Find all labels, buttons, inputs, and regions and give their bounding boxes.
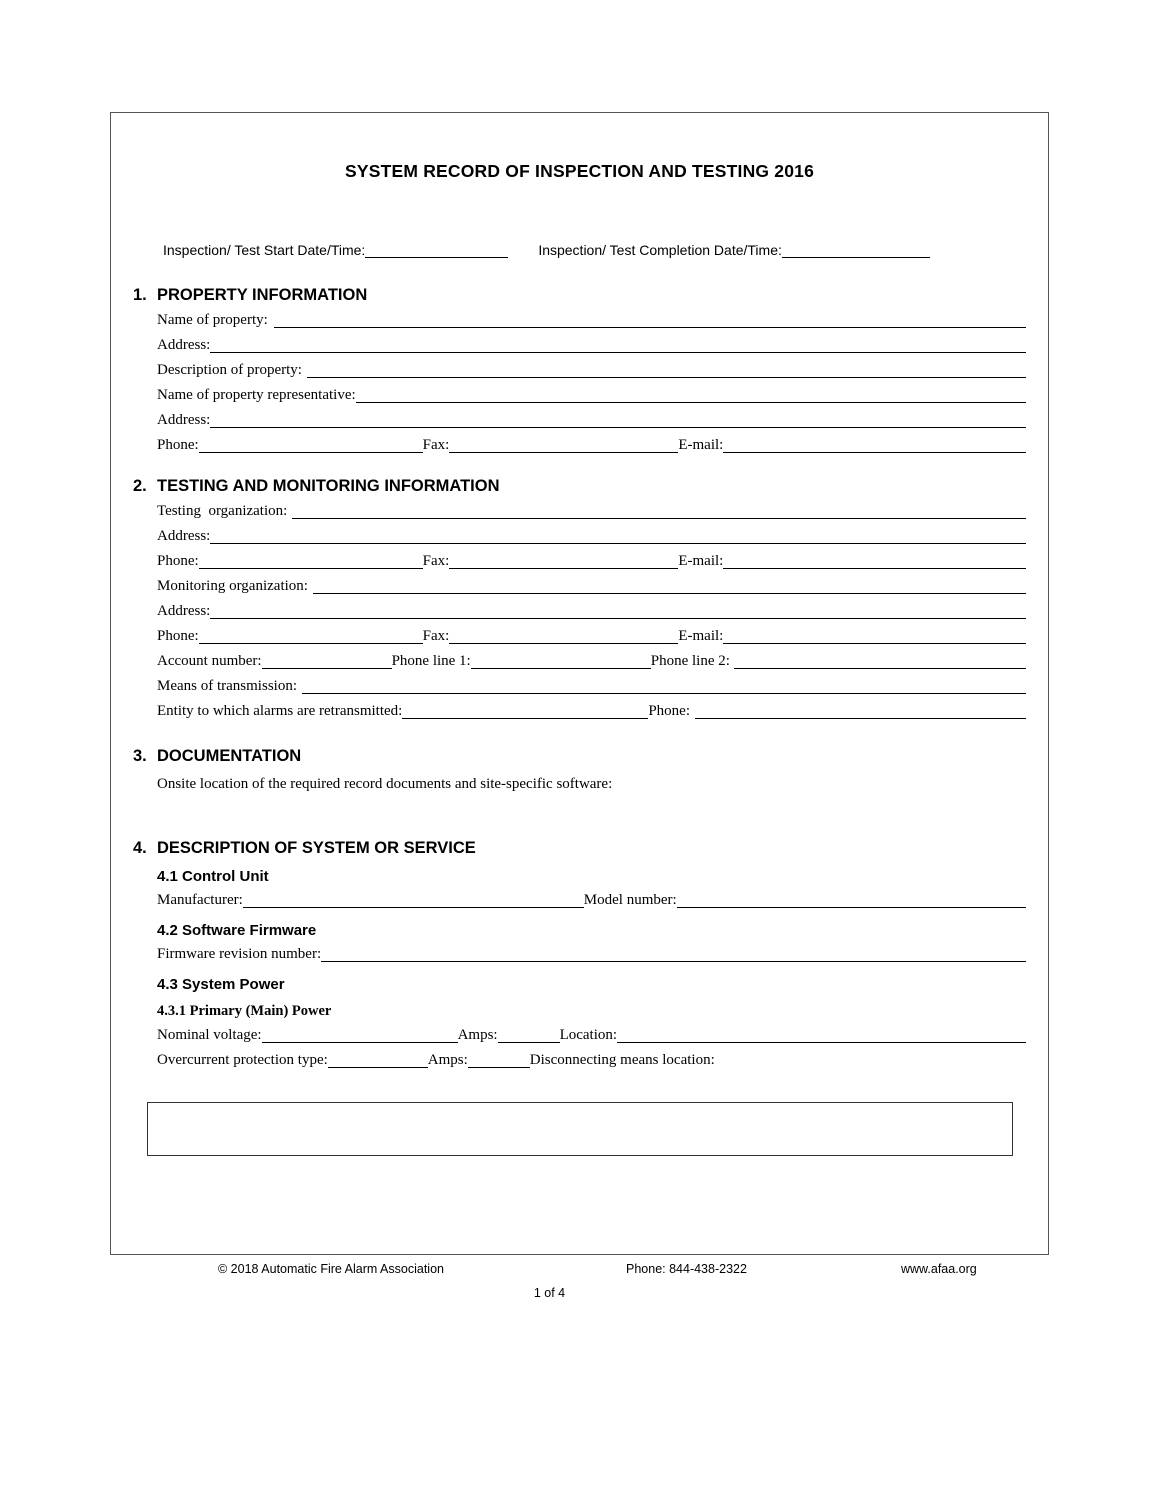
footer-phone: Phone: 844-438-2322 — [626, 1262, 747, 1276]
section-number-1: 1. — [133, 286, 147, 304]
label-testing-address: Address: — [157, 528, 211, 544]
input-representative-address[interactable] — [210, 413, 1026, 428]
input-overcurrent-amps[interactable] — [468, 1053, 530, 1068]
page-title: SYSTEM RECORD OF INSPECTION AND TESTING 2016 — [344, 161, 815, 181]
label-property-email: E-mail: — [678, 437, 724, 453]
input-property-email[interactable] — [723, 438, 1026, 453]
input-primary-location[interactable] — [617, 1028, 1026, 1043]
label-property-fax: Fax: — [422, 437, 450, 453]
field-property-contact — [111, 438, 1048, 453]
input-name-of-property[interactable] — [274, 313, 1026, 328]
field-nominal-voltage — [111, 1028, 1048, 1043]
input-model-number[interactable] — [677, 893, 1026, 908]
field-monitoring-contact — [111, 629, 1048, 644]
label-entity-retransmitted: Entity to which alarms are retransmitted: — [157, 703, 403, 719]
label-property-address: Address: — [157, 337, 211, 353]
field-account-lines — [111, 654, 1048, 669]
input-overcurrent-type[interactable] — [328, 1053, 428, 1068]
field-testing-contact — [111, 554, 1048, 569]
label-monitoring-address: Address: — [157, 603, 211, 619]
label-testing-email: E-mail: — [678, 553, 724, 569]
section-heading-property — [111, 286, 1048, 305]
input-primary-amps[interactable] — [498, 1028, 560, 1043]
label-monitoring-fax: Fax: — [422, 628, 450, 644]
input-monitoring-address[interactable] — [210, 604, 1026, 619]
page-content — [111, 113, 1048, 1254]
section-heading-description — [111, 839, 1048, 858]
input-manufacturer[interactable] — [243, 893, 584, 908]
field-monitoring-address — [111, 604, 1048, 619]
section-number-3: 3. — [133, 747, 147, 765]
input-means-of-transmission[interactable] — [302, 679, 1026, 694]
field-entity-retransmitted — [111, 704, 1048, 719]
completion-date-input[interactable] — [782, 244, 930, 258]
input-phone-line-2[interactable] — [734, 654, 1026, 669]
input-firmware-revision[interactable] — [321, 947, 1026, 962]
input-testing-address[interactable] — [210, 529, 1026, 544]
label-phone-line-2: Phone line 2: — [650, 653, 730, 669]
field-property-representative — [111, 388, 1048, 403]
label-property-phone: Phone: — [157, 437, 199, 453]
label-means-of-transmission: Means of transmission: — [157, 678, 297, 694]
subsection-heading-software-firmware: 4.2 Software Firmware — [157, 922, 317, 939]
label-monitoring-phone: Phone: — [157, 628, 199, 644]
section-title-4: DESCRIPTION OF SYSTEM OR SERVICE — [157, 839, 476, 857]
section-title-1: PROPERTY INFORMATION — [157, 286, 368, 304]
section-title-3: DOCUMENTATION — [157, 747, 302, 765]
subsection-heading-primary-power: 4.3.1 Primary (Main) Power — [157, 1003, 332, 1019]
subsection-heading-control-unit: 4.1 Control Unit — [157, 868, 269, 885]
label-monitoring-email: E-mail: — [678, 628, 724, 644]
label-model-number: Model number: — [583, 892, 677, 908]
field-description-of-property — [111, 363, 1048, 378]
section-title-2: TESTING AND MONITORING INFORMATION — [157, 477, 500, 495]
label-primary-location: Location: — [559, 1027, 618, 1043]
field-representative-address — [111, 413, 1048, 428]
input-testing-organization[interactable] — [292, 504, 1026, 519]
input-monitoring-organization[interactable] — [313, 579, 1026, 594]
label-testing-phone: Phone: — [157, 553, 199, 569]
field-control-unit — [111, 893, 1048, 908]
label-description-of-property: Description of property: — [157, 362, 302, 378]
footer-website: www.afaa.org — [901, 1262, 977, 1276]
label-testing-fax: Fax: — [422, 553, 450, 569]
input-testing-phone[interactable] — [199, 554, 423, 569]
input-monitoring-fax[interactable] — [449, 629, 678, 644]
input-property-fax[interactable] — [449, 438, 678, 453]
label-overcurrent-amps: Amps: — [427, 1052, 468, 1068]
document-page — [110, 112, 1049, 1255]
field-name-of-property — [111, 313, 1048, 328]
page-footer — [110, 1262, 1049, 1300]
input-description-of-property[interactable] — [307, 363, 1026, 378]
label-property-representative: Name of property representative: — [157, 387, 356, 403]
label-disconnecting-means: Disconnecting means location: — [529, 1052, 715, 1068]
documentation-instruction: Onsite location of the required record documents and site-specific software: — [157, 776, 613, 792]
input-testing-email[interactable] — [723, 554, 1026, 569]
field-testing-organization — [111, 504, 1048, 519]
footer-copyright: © 2018 Automatic Fire Alarm Association — [218, 1262, 444, 1276]
footer-page-number: 1 of 4 — [533, 1286, 566, 1300]
label-monitoring-organization: Monitoring organization: — [157, 578, 308, 594]
input-phone-line-1[interactable] — [471, 654, 651, 669]
input-monitoring-phone[interactable] — [199, 629, 423, 644]
label-testing-organization: Testing organization: — [157, 503, 288, 519]
label-firmware-revision: Firmware revision number: — [157, 946, 322, 962]
start-date-label: Inspection/ Test Start Date/Time: — [163, 242, 366, 258]
label-representative-address: Address: — [157, 412, 211, 428]
input-property-address[interactable] — [210, 338, 1026, 353]
section-number-2: 2. — [133, 477, 147, 495]
input-entity-retransmitted[interactable] — [402, 704, 648, 719]
label-manufacturer: Manufacturer: — [157, 892, 243, 908]
label-name-of-property: Name of property: — [157, 312, 268, 328]
section-number-4: 4. — [133, 839, 147, 857]
input-account-number[interactable] — [262, 654, 392, 669]
notes-box[interactable] — [147, 1102, 1013, 1156]
field-property-address — [111, 338, 1048, 353]
label-nominal-voltage: Nominal voltage: — [157, 1027, 262, 1043]
label-account-number: Account number: — [157, 653, 262, 669]
input-monitoring-email[interactable] — [723, 629, 1026, 644]
field-monitoring-organization — [111, 579, 1048, 594]
input-testing-fax[interactable] — [449, 554, 678, 569]
input-entity-phone[interactable] — [695, 704, 1026, 719]
label-phone-line-1: Phone line 1: — [391, 653, 471, 669]
input-nominal-voltage[interactable] — [262, 1028, 458, 1043]
completion-date-label: Inspection/ Test Completion Date/Time: — [538, 242, 782, 258]
subsection-heading-system-power: 4.3 System Power — [157, 976, 285, 993]
section-heading-documentation — [111, 747, 1048, 766]
field-firmware-revision — [111, 947, 1048, 962]
field-testing-address — [111, 529, 1048, 544]
field-means-of-transmission — [111, 679, 1048, 694]
footer-line — [110, 1262, 1049, 1280]
label-entity-phone: Phone: — [648, 703, 691, 719]
input-property-representative[interactable] — [356, 388, 1026, 403]
start-date-input[interactable] — [365, 244, 508, 258]
label-overcurrent-type: Overcurrent protection type: — [157, 1052, 328, 1068]
section-heading-testing — [111, 477, 1048, 496]
input-property-phone[interactable] — [199, 438, 423, 453]
label-primary-amps: Amps: — [457, 1027, 498, 1043]
field-overcurrent-protection — [111, 1053, 1048, 1068]
inspection-date-row — [111, 242, 1048, 258]
